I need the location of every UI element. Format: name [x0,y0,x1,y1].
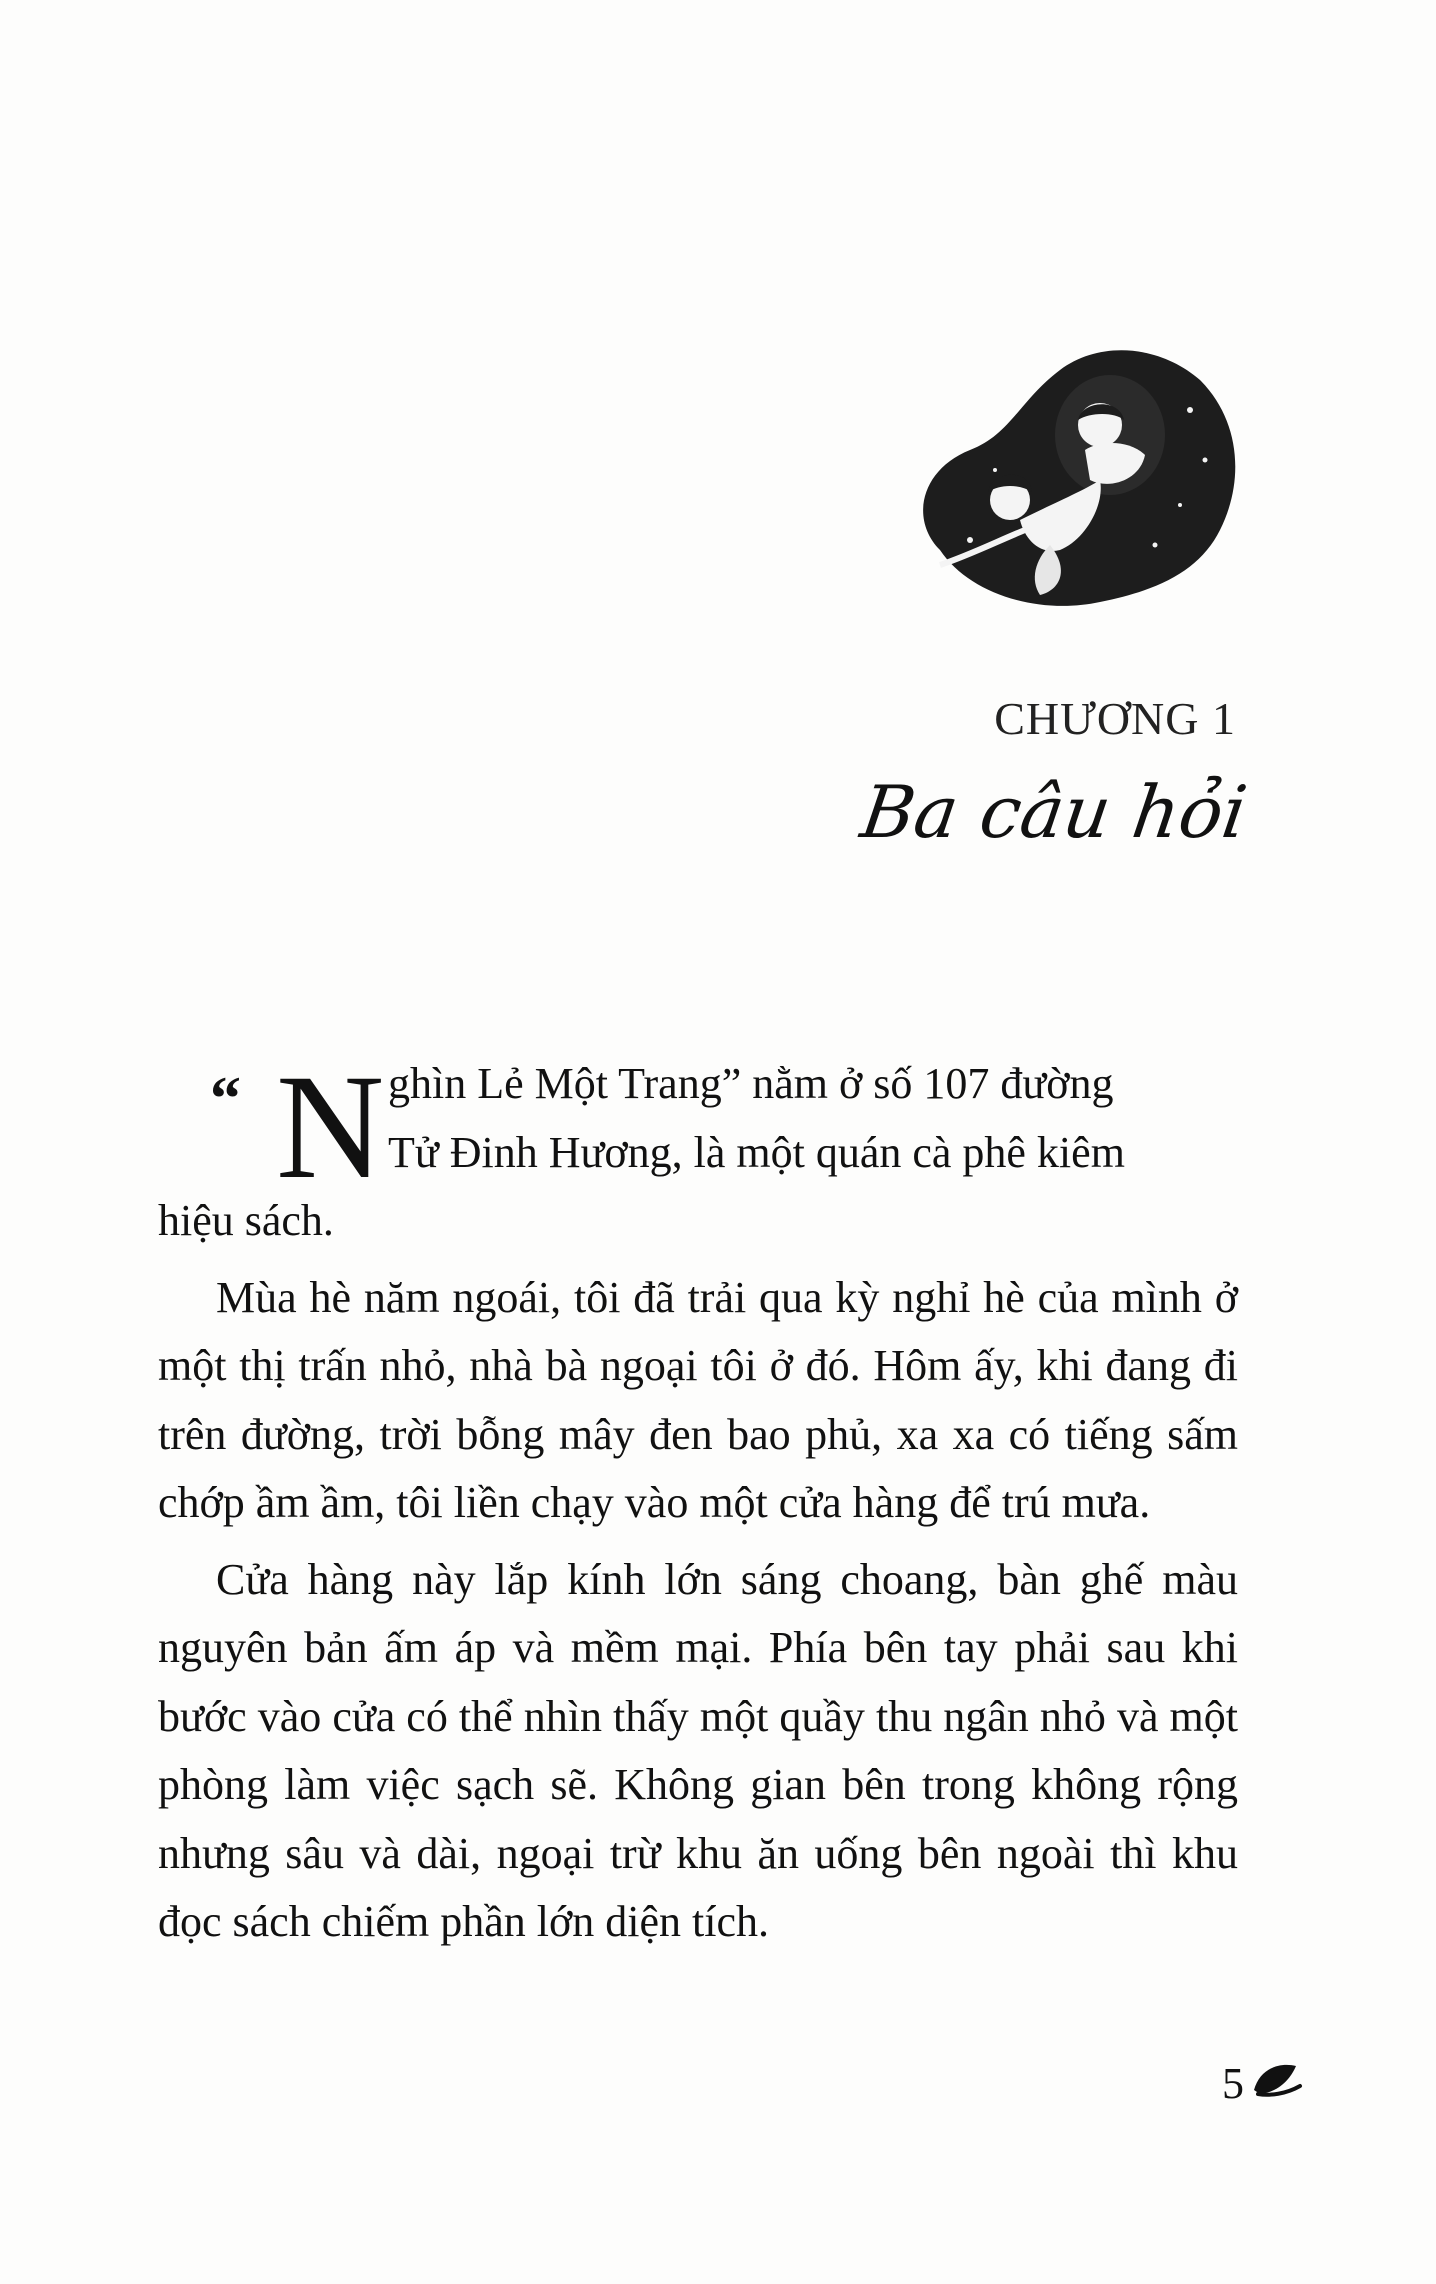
paragraph: Cửa hàng này lắp kính lớn sáng choang, bàn ghế màu nguyên bản ấm áp và mềm mại. Phía bên tay phải sau khi bước vào cửa có thể nhìn thấy một quầy thu ngân nhỏ và một phòng làm việc sạch sẽ. Không gian bên trong không rộng nhưng sâu và dài, ngoại trừ khu ăn uống bên ngoài thì khu đọc sách chiếm phần lớn diện tích. [158,1554,1238,1946]
opening-line-1: ghìn Lẻ Một Trang” nằm ở số 107 đường [388,1059,1114,1108]
opening-line-3: hiệu sách. [158,1196,334,1245]
opening-line-2: Tử Đinh Hương, là một quán cà phê kiêm [388,1127,1125,1177]
paragraph: Mùa hè năm ngoái, tôi đã trải qua kỳ nghỉ hè của mình ở một thị trấn nhỏ, nhà bà ngoại tôi ở đó. Hôm ấy, khi đang đi trên đường, trời bỗng mây đen bao phủ, xa xa có tiếng sấm chớp ầm ầm, tôi liền chạy vào một cửa hàng để trú mưa. [158,1272,1238,1527]
chapter-illustration [900,340,1250,630]
chapter-body [158,1044,1238,1957]
opening-paragraph [158,1044,1238,1256]
drop-cap: N [276,1044,385,1210]
chapter-label: CHƯƠNG 1 [994,693,1236,744]
opening-quote-mark: “ [210,1065,241,1133]
leaf-icon [1250,2060,1306,2104]
page-number: 5 [1222,2059,1244,2108]
chapter-title: Ba câu hỏi [856,770,1252,854]
